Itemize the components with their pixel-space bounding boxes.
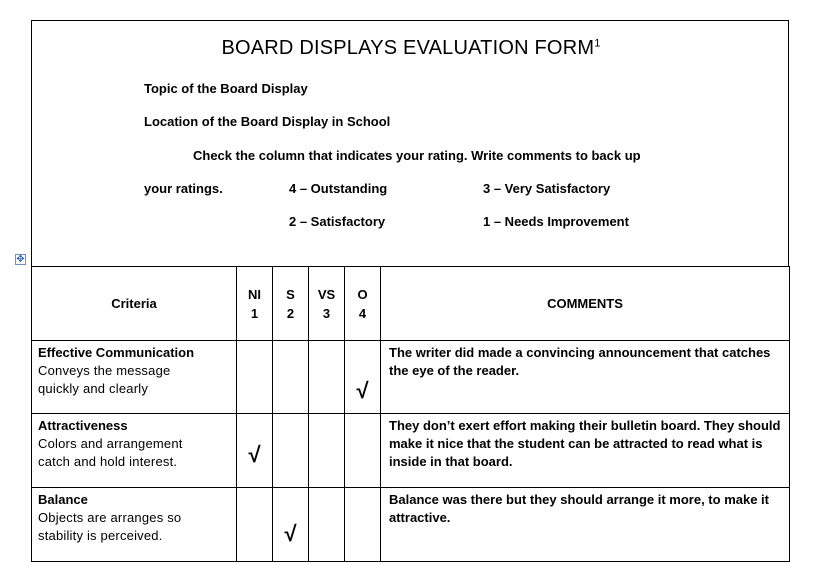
criteria-name: Effective Communication bbox=[38, 345, 195, 360]
header-o-number: 4 bbox=[358, 305, 367, 321]
header-vs bbox=[309, 267, 345, 341]
criteria-description: Conveys the message bbox=[38, 363, 171, 378]
topic-label: Topic of the Board Display bbox=[144, 81, 308, 96]
instruction-line-1: Check the column that indicates your rating. Write comments to back up bbox=[193, 148, 641, 163]
check-mark: √ bbox=[356, 378, 369, 403]
rating-cell-ni[interactable] bbox=[237, 341, 273, 414]
header-vs-label: VS bbox=[317, 286, 336, 302]
table-row bbox=[32, 341, 790, 414]
header-ni-number: 1 bbox=[250, 305, 259, 321]
location-label: Location of the Board Display in School bbox=[144, 114, 391, 129]
header-comments: COMMENTS bbox=[381, 267, 790, 341]
rating-cell-o[interactable] bbox=[345, 341, 381, 414]
table-move-handle-icon[interactable]: ✥ bbox=[16, 254, 25, 265]
criteria-description: Colors and arrangement bbox=[38, 436, 183, 451]
rating-cell-s[interactable] bbox=[273, 414, 309, 488]
comment-cell: Balance was there but they should arrange it more, to make it attractive. bbox=[381, 488, 790, 562]
rating-cell-vs[interactable] bbox=[309, 414, 345, 488]
criteria-description: catch and hold interest. bbox=[38, 454, 178, 469]
table-header-row bbox=[32, 267, 790, 341]
criteria-name: Balance bbox=[38, 492, 88, 507]
scale-outstanding: 4 – Outstanding bbox=[289, 181, 388, 196]
criteria-cell bbox=[32, 488, 237, 562]
scale-very-satisfactory: 3 – Very Satisfactory bbox=[483, 181, 611, 196]
header-ni bbox=[237, 267, 273, 341]
instruction-line-2: your ratings. bbox=[144, 181, 223, 196]
check-mark: √ bbox=[284, 520, 297, 546]
rating-cell-ni[interactable] bbox=[237, 488, 273, 562]
form-header bbox=[31, 20, 789, 266]
rating-cell-o[interactable] bbox=[345, 488, 381, 562]
scale-satisfactory: 2 – Satisfactory bbox=[289, 214, 386, 229]
header-s-label: S bbox=[286, 286, 295, 302]
criteria-description: quickly and clearly bbox=[38, 381, 149, 396]
form-title-text: BOARD DISPLAYS EVALUATION FORM bbox=[221, 37, 595, 59]
header-criteria: Criteria bbox=[32, 267, 237, 341]
rating-cell-s[interactable] bbox=[273, 488, 309, 562]
rating-cell-s[interactable] bbox=[273, 341, 309, 414]
header-vs-number: 3 bbox=[322, 305, 331, 321]
comment-cell: The writer did made a convincing announcement that catches the eye of the reader. bbox=[381, 341, 790, 414]
rating-cell-ni[interactable] bbox=[237, 414, 273, 488]
comment-cell: They don’t exert effort making their bulletin board. They should make it nice that the student can be attracted to read what is inside in that board. bbox=[381, 414, 790, 488]
evaluation-table bbox=[31, 266, 790, 562]
title-footnote: 1 bbox=[594, 37, 601, 50]
rating-cell-vs[interactable] bbox=[309, 488, 345, 562]
header-o bbox=[345, 267, 381, 341]
criteria-name: Attractiveness bbox=[38, 418, 128, 433]
rating-cell-o[interactable] bbox=[345, 414, 381, 488]
table-row bbox=[32, 414, 790, 488]
header-s bbox=[273, 267, 309, 341]
header-s-number: 2 bbox=[286, 305, 295, 321]
check-mark: √ bbox=[248, 441, 261, 467]
criteria-description: stability is perceived. bbox=[38, 528, 163, 543]
criteria-description: Objects are arranges so bbox=[38, 510, 182, 525]
criteria-cell bbox=[32, 341, 237, 414]
table-row bbox=[32, 488, 790, 562]
header-ni-label: NI bbox=[248, 286, 261, 302]
criteria-cell bbox=[32, 414, 237, 488]
scale-needs-improvement: 1 – Needs Improvement bbox=[483, 214, 629, 229]
rating-cell-vs[interactable] bbox=[309, 341, 345, 414]
form-title bbox=[32, 37, 790, 60]
header-o-label: O bbox=[357, 286, 368, 302]
